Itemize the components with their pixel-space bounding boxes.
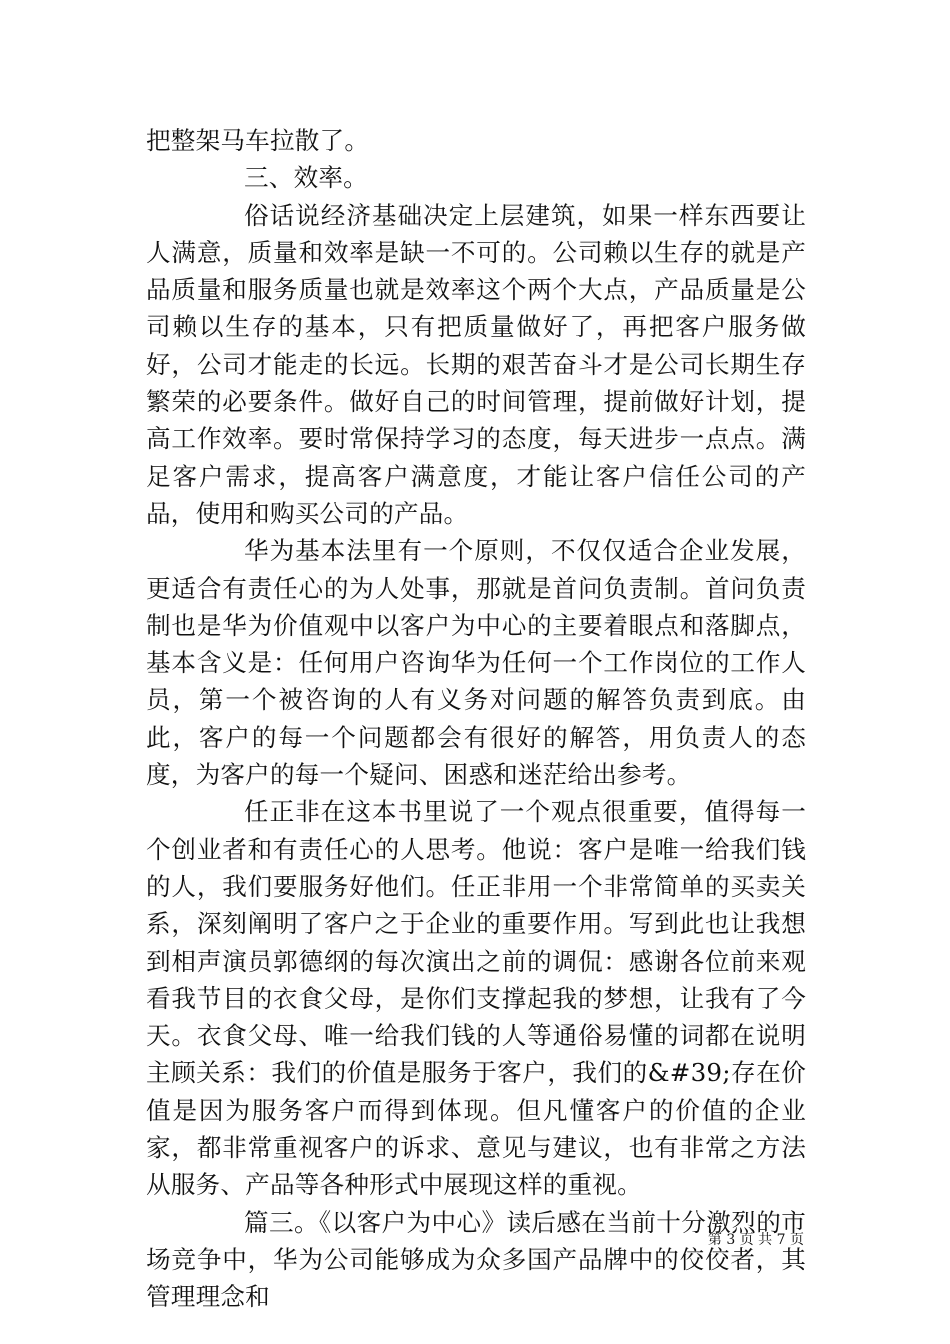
paragraph-efficiency: 俗话说经济基础决定上层建筑，如果一样东西要让人满意，质量和效率是缺一不可的。公司赖以生存的就是产品质量和服务质量也就是效率这个两个大点，产品质量是公司赖以生存的基本，只有把质量做好了，再把客户服务做好，公司才能走的长远。长期的艰苦奋斗才是公司长期生存繁荣的必要条件。做好自己的时间管理，提前做好计划，提高工作效率。要时常保持学习的态度，每天进步一点点。满足客户需求，提高客户满意度，才能让客户信任公司的产品，使用和购买公司的产品。 [146,200,806,528]
body-text [146,122,806,1316]
paragraph-part-three: 篇三。《以客户为中心》读后感在当前十分激烈的市场竞争中，华为公司能够成为众多国产品牌中的佼佼者，其管理理念和 [146,1207,806,1312]
paragraph-first-responsibility: 华为基本法里有一个原则，不仅仅适合企业发展，更适合有责任心的为人处事，那就是首问负责制。首问负责制也是华为价值观中以客户为中心的主要着眼点和落脚点，基本含义是：任何用户咨询华为任何一个工作岗位的工作人员，第一个被咨询的人有义务对问题的解答负责到底。由此，客户的每一个问题都会有很好的解答，用负责人的态度，为客户的每一个疑问、困惑和迷茫给出参考。 [146,536,806,790]
paragraph-continuation: 把整架马车拉散了。 [146,126,370,155]
section-heading-efficiency: 三、效率。 [244,163,368,193]
paragraph-customer-value: 任正非在这本书里说了一个观点很重要，值得每一个创业者和有责任心的人思考。他说：客户是唯一给我们钱的人，我们要服务好他们。任正非用一个非常简单的买卖关系，深刻阐明了客户之于企业的重要作用。写到此也让我想到相声演员郭德纲的每次演出之前的调侃：感谢各位前来观看我节目的衣食父母，是你们支撑起我的梦想，让我有了今天。衣食父母、唯一给我们钱的人等通俗易懂的词都在说明主顾关系：我们的价值是服务于客户，我们的&#39;存在价值是因为服务客户而得到体现。但凡懂客户的价值的企业家，都非常重视客户的诉求、意见与建议，也有非常之方法从服务、产品等各种形式中展现这样的重视。 [146,797,806,1200]
page-number-footer: 第 3 页 共 7 页 [707,1232,804,1248]
